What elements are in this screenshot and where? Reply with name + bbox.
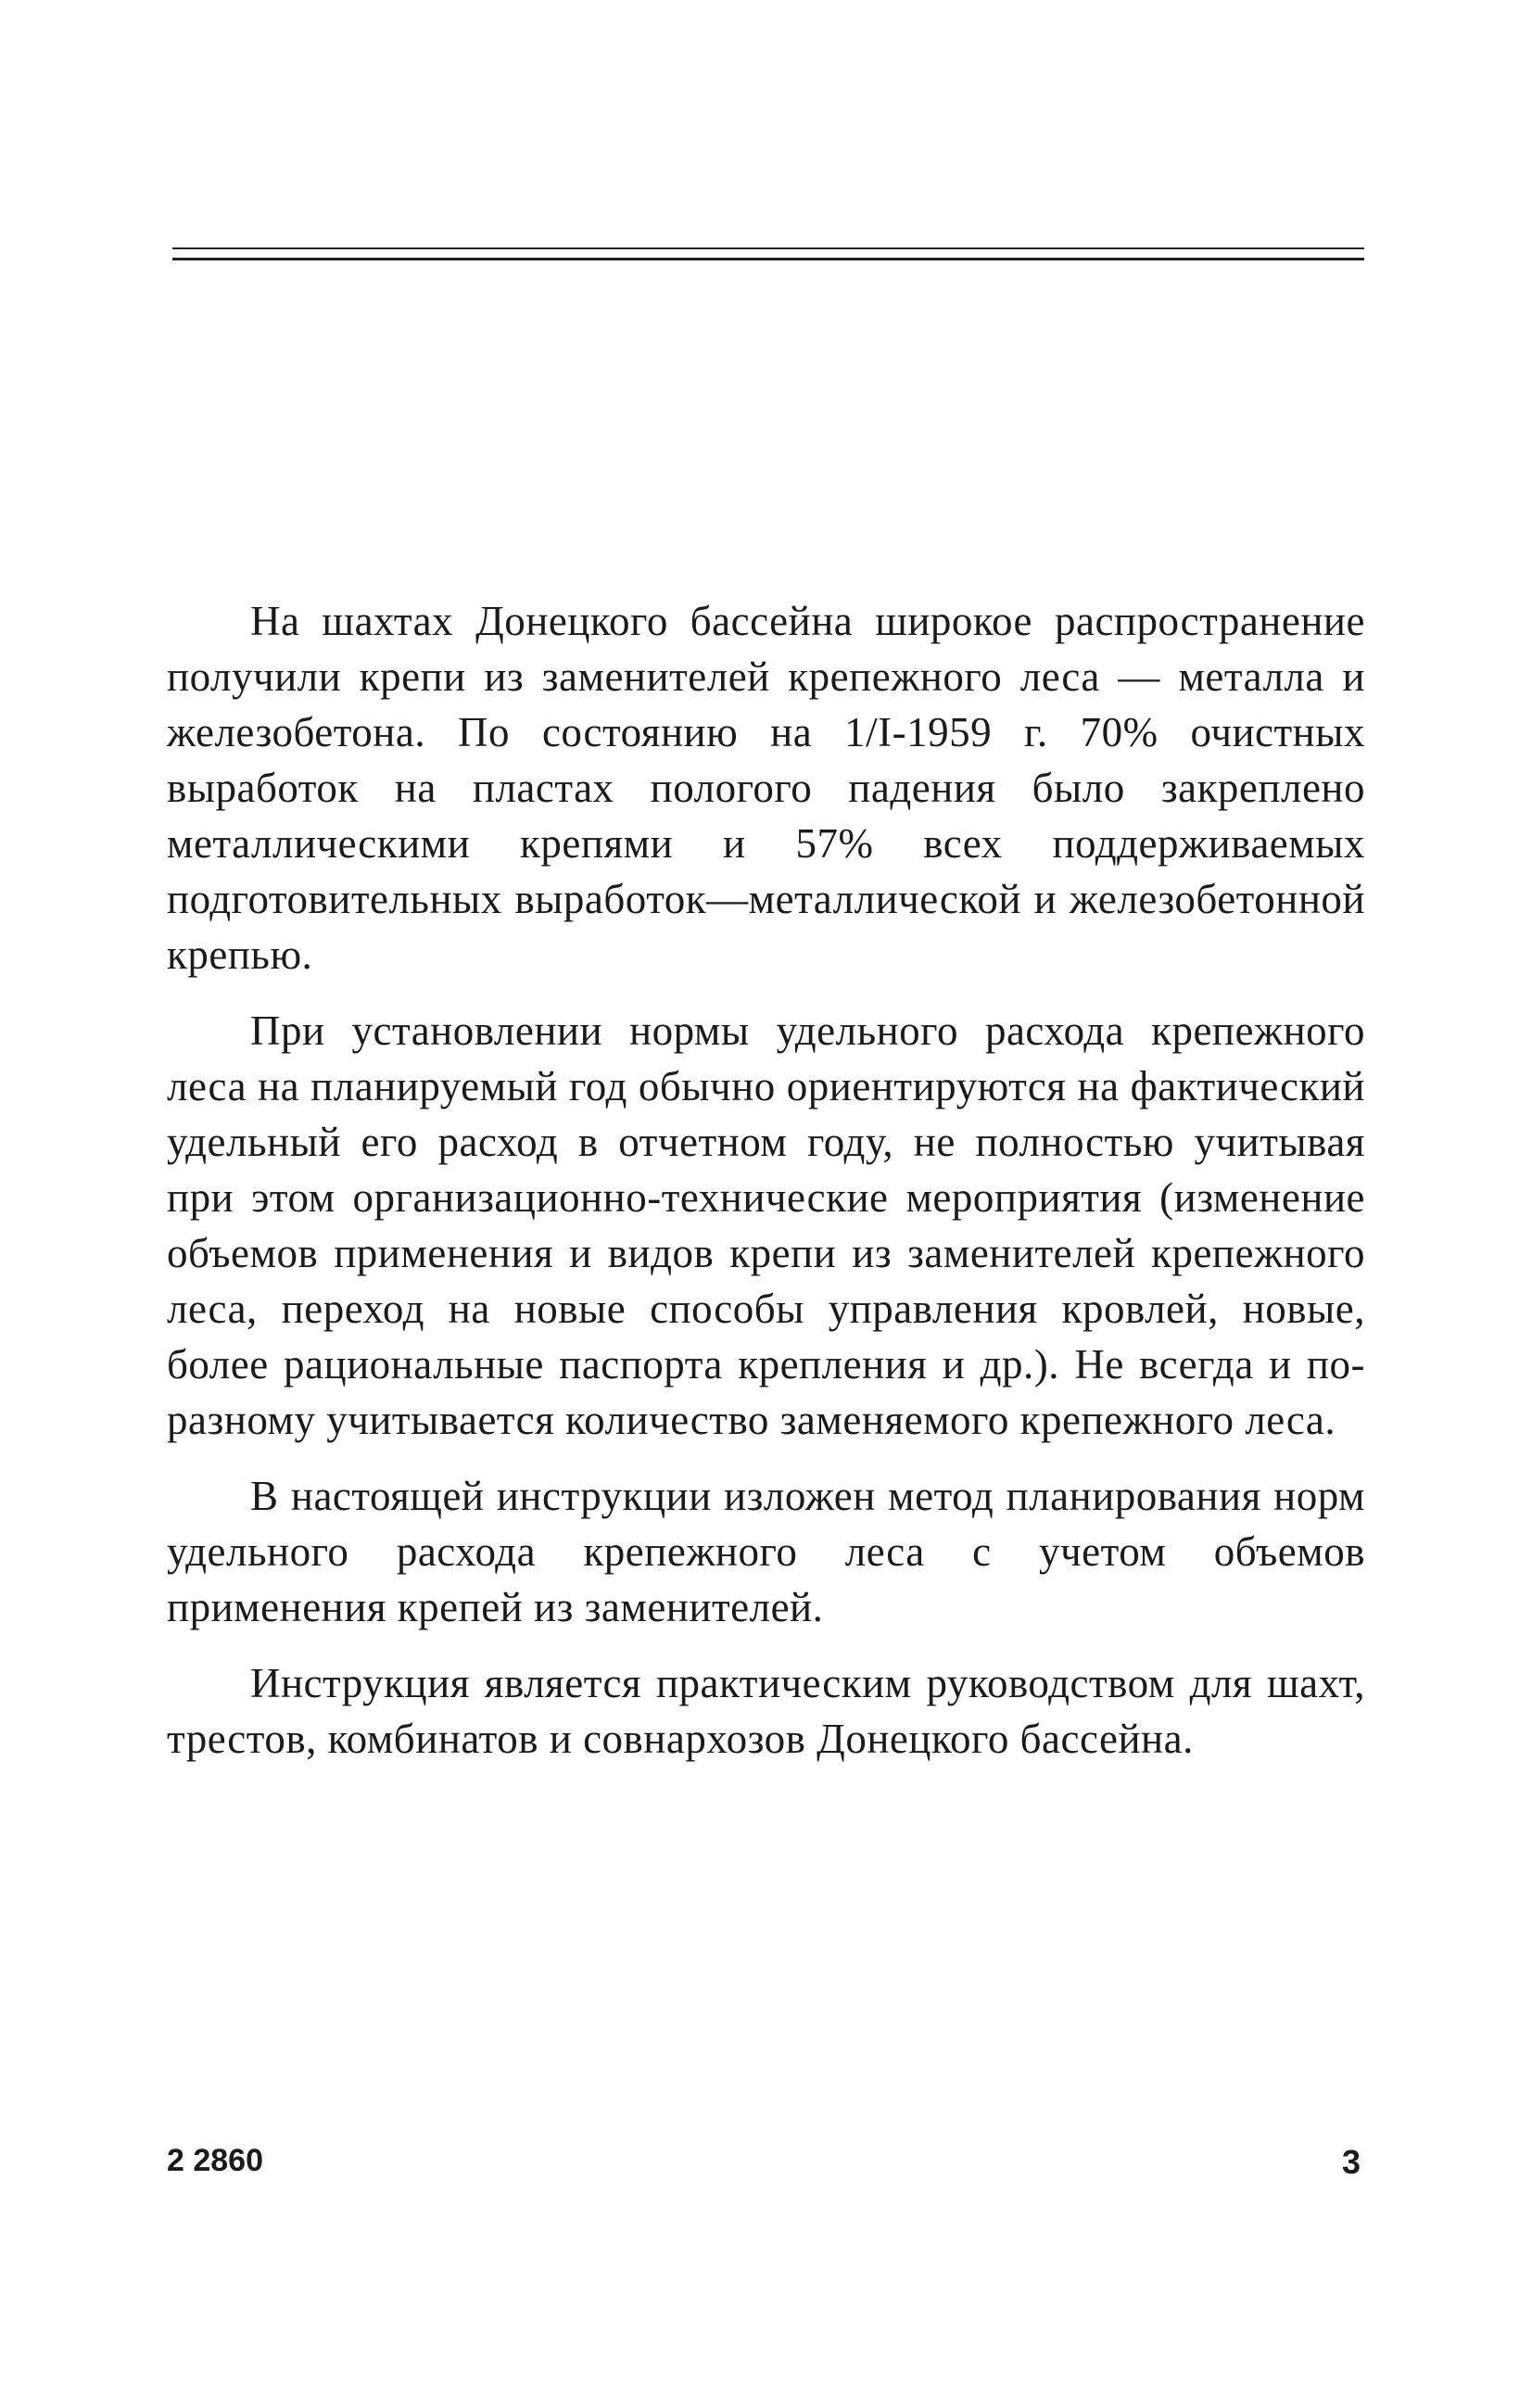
page-number: 3 [1342,2143,1361,2181]
printer-signature: 2 2860 [167,2143,263,2178]
header-rule-thick [172,258,1364,260]
paragraph-1: На шахтах Донецкого бассейна широкое распространение получили крепи из заменителей крепежного леса — металла и железобетона. По состоянию на 1/I-1959 г. 70% очистных выработок на пластах пологого падения было закреплено металлическими крепями и 57% всех поддерживаемых подготовительных выработок—металлической и железобетонной крепью. [167,598,1365,978]
body-text [167,593,1365,1787]
paragraph-4: Инструкция является практическим руководством для шахт, трестов, комбинатов и совнархозов Донецкого бассейна. [167,1660,1365,1762]
paragraph-2: При установлении нормы удельного расхода крепежного леса на планируемый год обычно ориентируются на фактический удельный его расход в отчетном году, не полностью учитывая при этом организационно-технические мероприятия (изменение объемов применения и видов крепи из заменителей крепежного леса, переход на новые способы управления кровлей, новые, более рациональные паспорта крепления и др.). Не всегда и по-разному учитывается количество заменяемого крепежного леса. [167,1008,1365,1443]
header-rule-thin [172,247,1364,249]
paragraph-3: В настоящей инструкции изложен метод планирования норм удельного расхода крепежного леса с учетом объемов применения крепей из заменителей. [167,1473,1365,1630]
